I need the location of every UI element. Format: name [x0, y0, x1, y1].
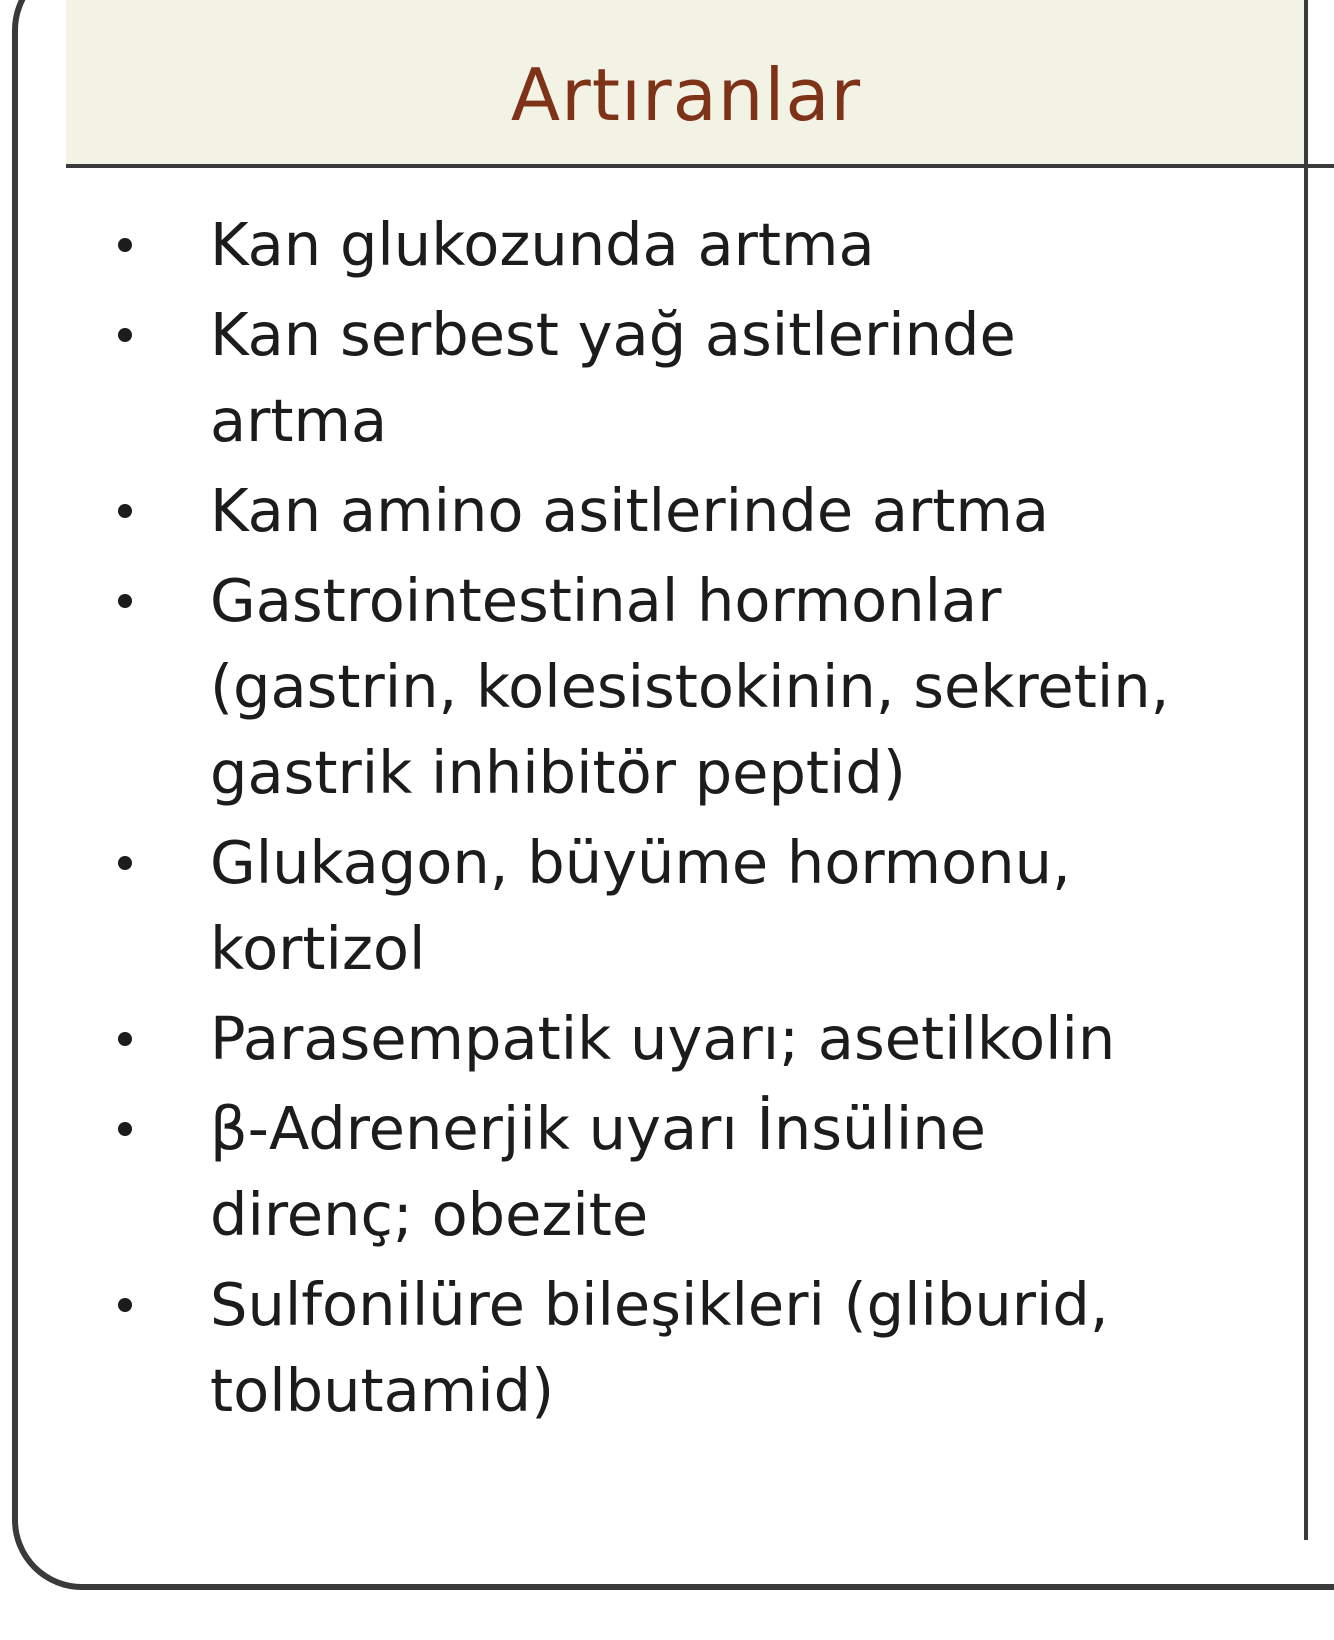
list-item-text: kortizol	[210, 914, 426, 983]
bullet-icon	[118, 594, 132, 608]
list-item	[110, 292, 1290, 464]
column-title: Artıranlar	[510, 53, 862, 137]
list-item-text: Sulfonilüre bileşikleri (gliburid,	[210, 1270, 1109, 1339]
list-item-text: Parasempatik uyarı; asetilkolin	[210, 1004, 1116, 1073]
header-divider	[66, 164, 1334, 168]
bullet-icon	[118, 504, 132, 518]
list-item	[110, 468, 1290, 554]
list-item	[110, 820, 1290, 992]
list-item	[110, 1086, 1290, 1258]
increasers-list	[110, 202, 1290, 1438]
bullet-icon	[118, 238, 132, 252]
list-item-text: tolbutamid)	[210, 1356, 555, 1425]
list-item-text: β-Adrenerjik uyarı İnsüline	[210, 1094, 986, 1163]
list-item-text: Kan serbest yağ asitlerinde	[210, 300, 1016, 369]
column-divider	[1304, 0, 1308, 1540]
list-item	[110, 202, 1290, 288]
list-item	[110, 558, 1290, 816]
bullet-icon	[118, 1298, 132, 1312]
bullet-icon	[118, 1032, 132, 1046]
bullet-icon	[118, 856, 132, 870]
list-item-text: Kan glukozunda artma	[210, 210, 875, 279]
bullet-icon	[118, 1122, 132, 1136]
list-item-text: direnç; obezite	[210, 1180, 649, 1249]
table-header	[66, 0, 1306, 166]
list-item	[110, 996, 1290, 1082]
list-item-text: Gastrointestinal hormonlar	[210, 566, 1002, 635]
list-item-text: artma	[210, 386, 388, 455]
list-item	[110, 1262, 1290, 1434]
bullet-icon	[118, 328, 132, 342]
list-item-text: Kan amino asitlerinde artma	[210, 476, 1050, 545]
list-item-text: Glukagon, büyüme hormonu,	[210, 828, 1071, 897]
list-item-text: (gastrin, kolesistokinin, sekretin,	[210, 652, 1170, 721]
list-item-text: gastrik inhibitör peptid)	[210, 738, 906, 807]
